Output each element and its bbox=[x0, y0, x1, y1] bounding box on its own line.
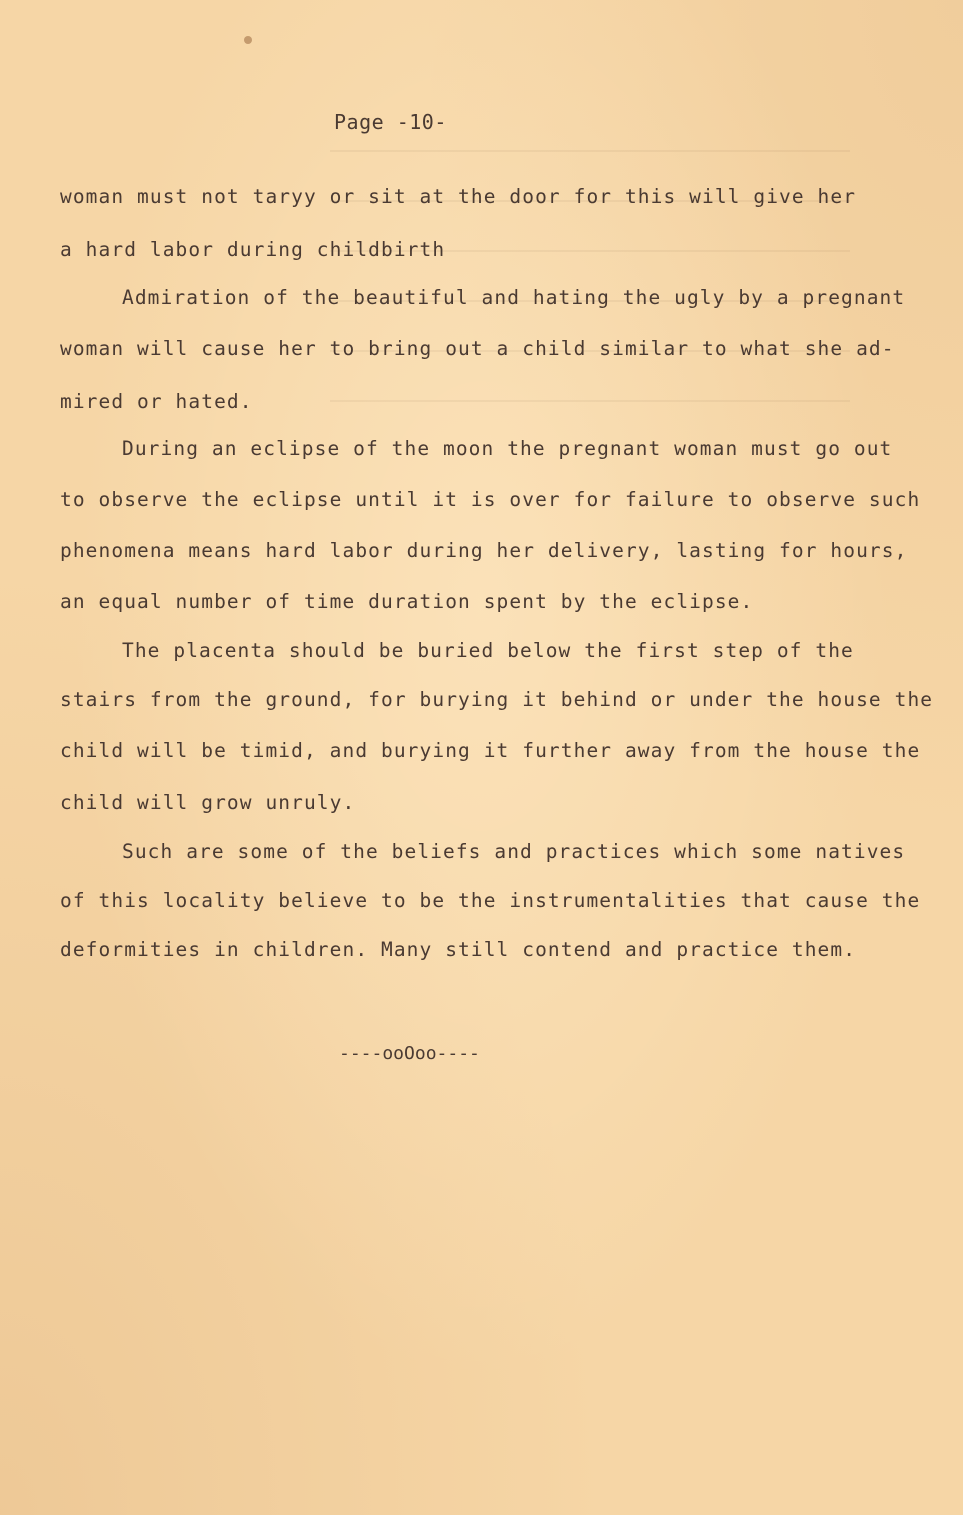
paragraph-line: child will be timid, and burying it further away from the house the bbox=[60, 739, 921, 762]
paragraph-line: child will grow unruly. bbox=[60, 791, 356, 814]
paragraph-line: phenomena means hard labor during her delivery, lasting for hours, bbox=[60, 539, 908, 562]
page-number: Page -10- bbox=[334, 110, 447, 134]
paragraph-line: woman will cause her to bring out a child similar to what she ad- bbox=[60, 337, 895, 360]
paragraph-line: of this locality believe to be the instrumentalities that cause the bbox=[60, 889, 921, 912]
paragraph-line: stairs from the ground, for burying it behind or under the house the bbox=[60, 688, 934, 711]
paragraph-line: woman must not taryy or sit at the door for this will give her bbox=[60, 185, 857, 208]
paragraph-line: to observe the eclipse until it is over for failure to observe such bbox=[60, 488, 921, 511]
paragraph-line: an equal number of time duration spent by the eclipse. bbox=[60, 590, 754, 613]
paper-stain bbox=[244, 36, 252, 44]
paragraph-line: The placenta should be buried below the first step of the bbox=[122, 639, 854, 662]
paragraph-line: a hard labor during childbirth bbox=[60, 238, 446, 261]
paragraph-line: mired or hated. bbox=[60, 390, 253, 413]
end-separator: ----ooOoo---- bbox=[339, 1043, 480, 1064]
paragraph-line: Such are some of the beliefs and practices which some natives bbox=[122, 840, 906, 863]
paragraph-line: deformities in children. Many still contend and practice them. bbox=[60, 938, 857, 961]
paragraph-line: During an eclipse of the moon the pregnant woman must go out bbox=[122, 437, 893, 460]
paragraph-line: Admiration of the beautiful and hating the ugly by a pregnant bbox=[122, 286, 906, 309]
